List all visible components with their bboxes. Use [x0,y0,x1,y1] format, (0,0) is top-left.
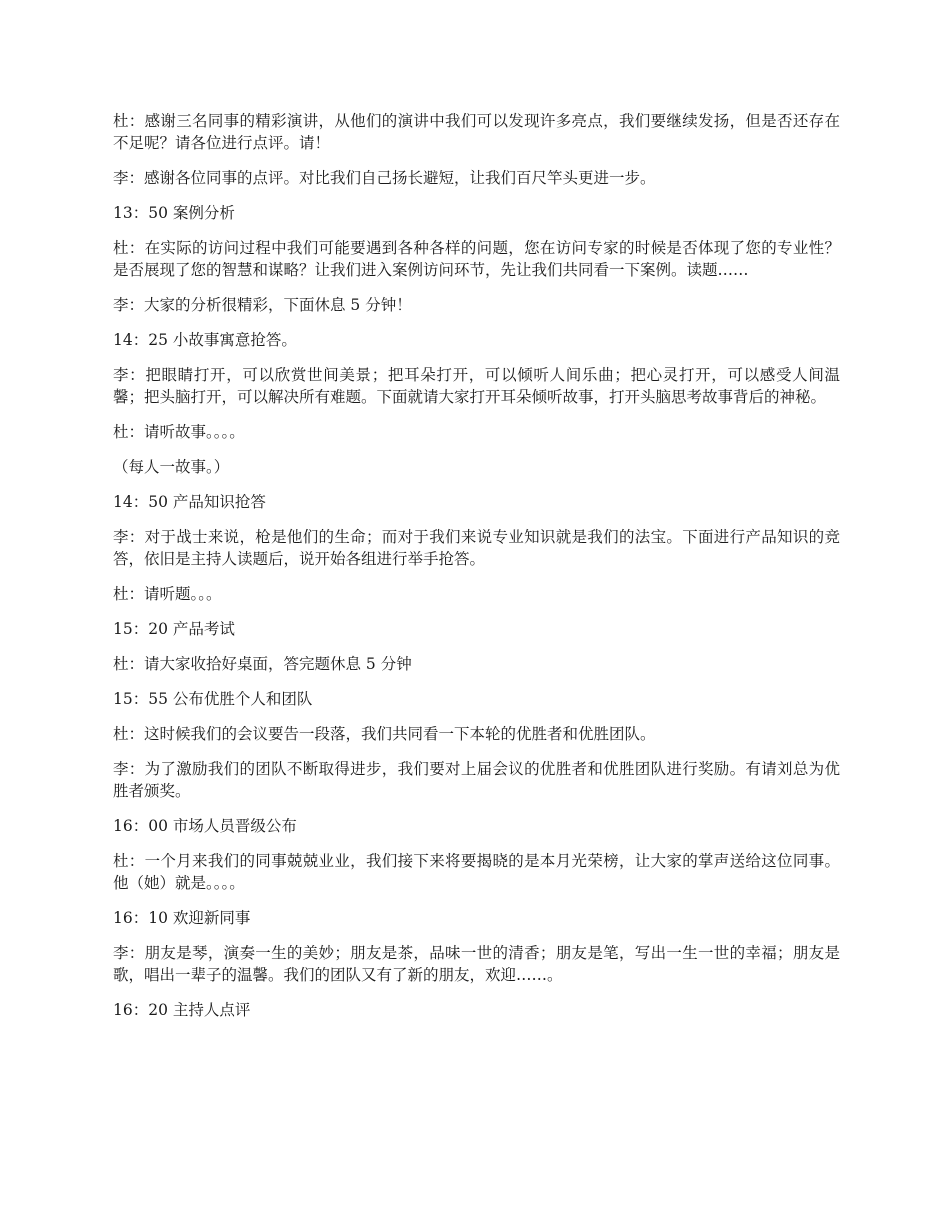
paragraph-winners-intro: 杜：这时候我们的会议要告一段落，我们共同看一下本轮的优胜者和优胜团队。 [113,725,656,743]
paragraph-case-intro: 杜：在实际的访问过程中我们可能要遇到各种各样的问题，您在访问专家的时候是否体现了您的专业性？是否展现了您的智慧和谋略？让我们进入案例访问环节，先让我们共同看一下案例。读题…… [113,239,840,279]
paragraph-listen-question: 杜：请听题。。。 [113,585,222,603]
paragraph-listen-story: 杜：请听故事。。。。 [113,423,245,441]
paragraph-story-note: （每人一故事。） [113,458,230,476]
schedule-heading-winners: 15：55 公布优胜个人和团队 [113,690,313,708]
schedule-heading-story-quiz: 14：25 小故事寓意抢答。 [113,331,297,349]
paragraph-honor-roll: 杜：一个月来我们的同事兢兢业业，我们接下来将要揭晓的是本月光荣榜，让大家的掌声送给这位同事。他（她）就是。。。。 [113,852,840,892]
schedule-heading-product-quiz: 14：50 产品知识抢答 [113,493,266,511]
paragraph-break-announcement: 李：大家的分析很精彩，下面休息 5 分钟！ [113,296,412,314]
schedule-heading-case-analysis: 13：50 案例分析 [113,204,235,222]
paragraph-awards: 李：为了激励我们的团队不断取得进步，我们要对上届会议的优胜者和优胜团队进行奖励。有请刘总为优胜者颁奖。 [113,760,840,800]
schedule-heading-host-review: 16：20 主持人点评 [113,1001,251,1019]
schedule-heading-welcome: 16：10 欢迎新同事 [113,909,251,927]
paragraph-welcome-new: 李：朋友是琴，演奏一生的美妙；朋友是茶，品味一世的清香；朋友是笔，写出一生一世的幸福；朋友是歌，唱出一辈子的温馨。我们的团队又有了新的朋友，欢迎……。 [113,944,840,984]
schedule-heading-product-exam: 15：20 产品考试 [113,620,235,638]
schedule-heading-promotion: 16：00 市场人员晋级公布 [113,817,297,835]
paragraph-product-quiz-intro: 李：对于战士来说，枪是他们的生命；而对于我们来说专业知识就是我们的法宝。下面进行产品知识的竞答，依旧是主持人读题后，说开始各组进行举手抢答。 [113,528,840,568]
paragraph-story-intro: 李：把眼睛打开，可以欣赏世间美景；把耳朵打开，可以倾听人间乐曲；把心灵打开，可以感受人间温馨；把头脑打开，可以解决所有难题。下面就请大家打开耳朵倾听故事，打开头脑思考故事背后的神秘。 [113,366,840,406]
document-body [113,110,840,1034]
paragraph-exam-instructions: 杜：请大家收拾好桌面，答完题休息 5 分钟 [113,655,412,673]
paragraph-critique-intro: 杜：感谢三名同事的精彩演讲，从他们的演讲中我们可以发现许多亮点，我们要继续发扬，但是否还存在不足呢？请各位进行点评。请！ [113,112,840,152]
paragraph-critique-thanks: 李：感谢各位同事的点评。对比我们自己扬长避短，让我们百尺竿头更进一步。 [113,169,656,187]
